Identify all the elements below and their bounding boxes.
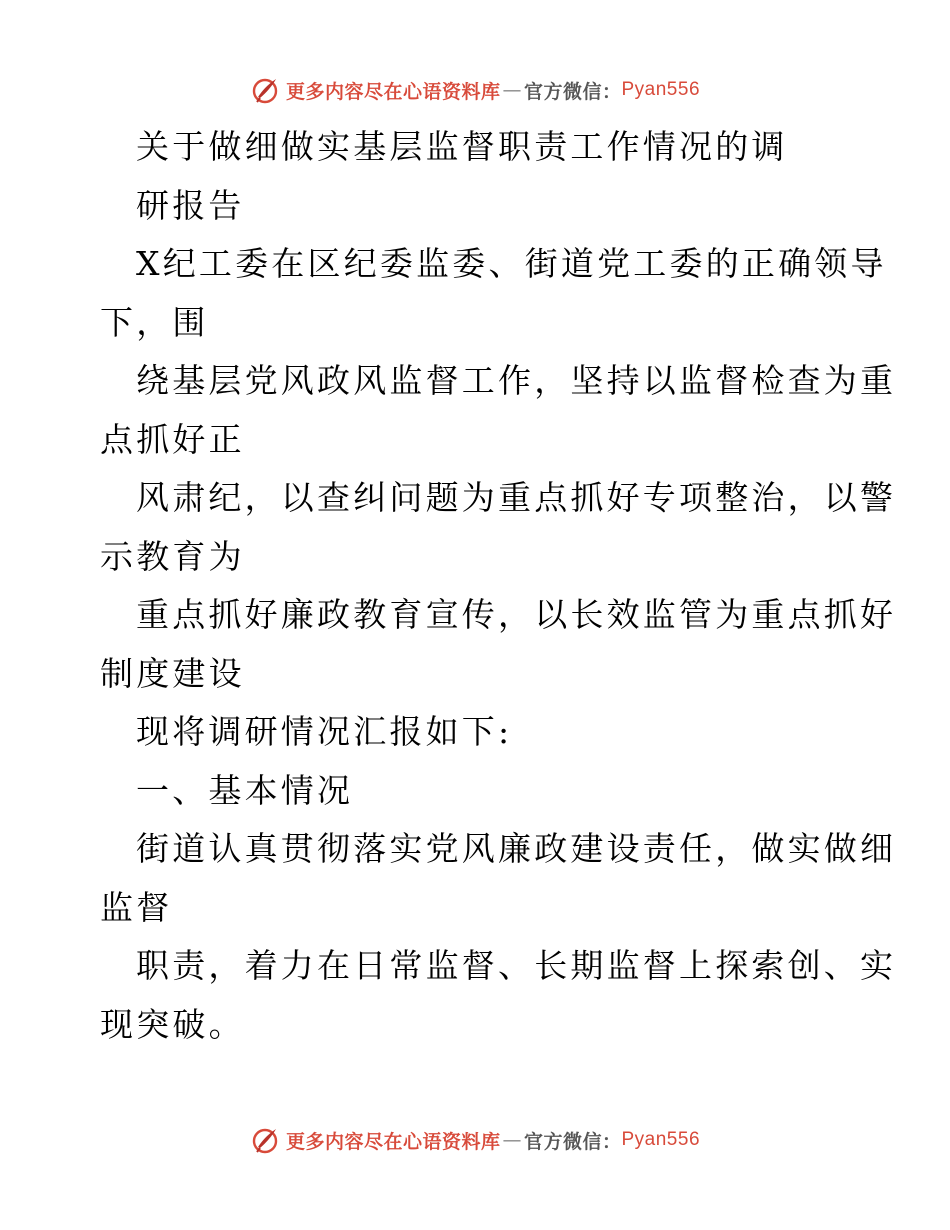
paragraph-line: 现突破。 [100, 1004, 245, 1044]
paragraph-line: 点抓好正 [100, 419, 245, 459]
watermark-site-text: 更多内容尽在心语资料库 [285, 1130, 501, 1153]
paragraph-line: X纪工委在区纪委监委、街道党工委的正确领导 [136, 244, 887, 283]
paragraph-line: 现将调研情况汇报如下: [136, 712, 513, 751]
paragraph-line: 下，围 [100, 302, 209, 342]
paragraph-line: 绕基层党风政风监督工作，坚持以监督检查为重 [136, 361, 897, 400]
paragraph-line: 街道认真贯彻落实党风廉政建设责任，做实做细 [136, 829, 897, 868]
section-heading: 一、基本情况 [136, 770, 354, 810]
paragraph-line: 风肃纪，以查纠问题为重点抓好专项整治，以警 [136, 478, 897, 517]
paragraph-line: 重点抓好廉政教育宣传，以长效监管为重点抓好 [136, 595, 897, 634]
paragraph-line: 示教育为 [100, 536, 245, 576]
watermark-wechat-id: Pyan556 [621, 79, 701, 100]
document-title-line-1: 关于做细做实基层监督职责工作情况的调 [136, 127, 788, 166]
watermark-dash: — [502, 79, 522, 101]
watermark-dash: — [502, 1129, 522, 1151]
footer-watermark-banner [0, 1120, 950, 1160]
header-watermark-banner [0, 70, 950, 110]
watermark-wechat-label: 官方微信： [523, 1130, 622, 1153]
quill-pen-logo-icon [250, 1125, 280, 1155]
watermark-wechat-id: Pyan556 [621, 1129, 701, 1150]
paragraph-line: 职责，着力在日常监督、长期监督上探索创、实 [136, 946, 897, 985]
document-title-line-2: 研报告 [136, 185, 245, 225]
paragraph-line: 制度建设 [100, 653, 245, 693]
document-body [0, 118, 950, 1054]
quill-pen-logo-icon [250, 75, 280, 105]
watermark-wechat-label: 官方微信： [523, 80, 622, 103]
watermark-site-text: 更多内容尽在心语资料库 [285, 80, 501, 103]
paragraph-line: 监督 [100, 887, 173, 927]
